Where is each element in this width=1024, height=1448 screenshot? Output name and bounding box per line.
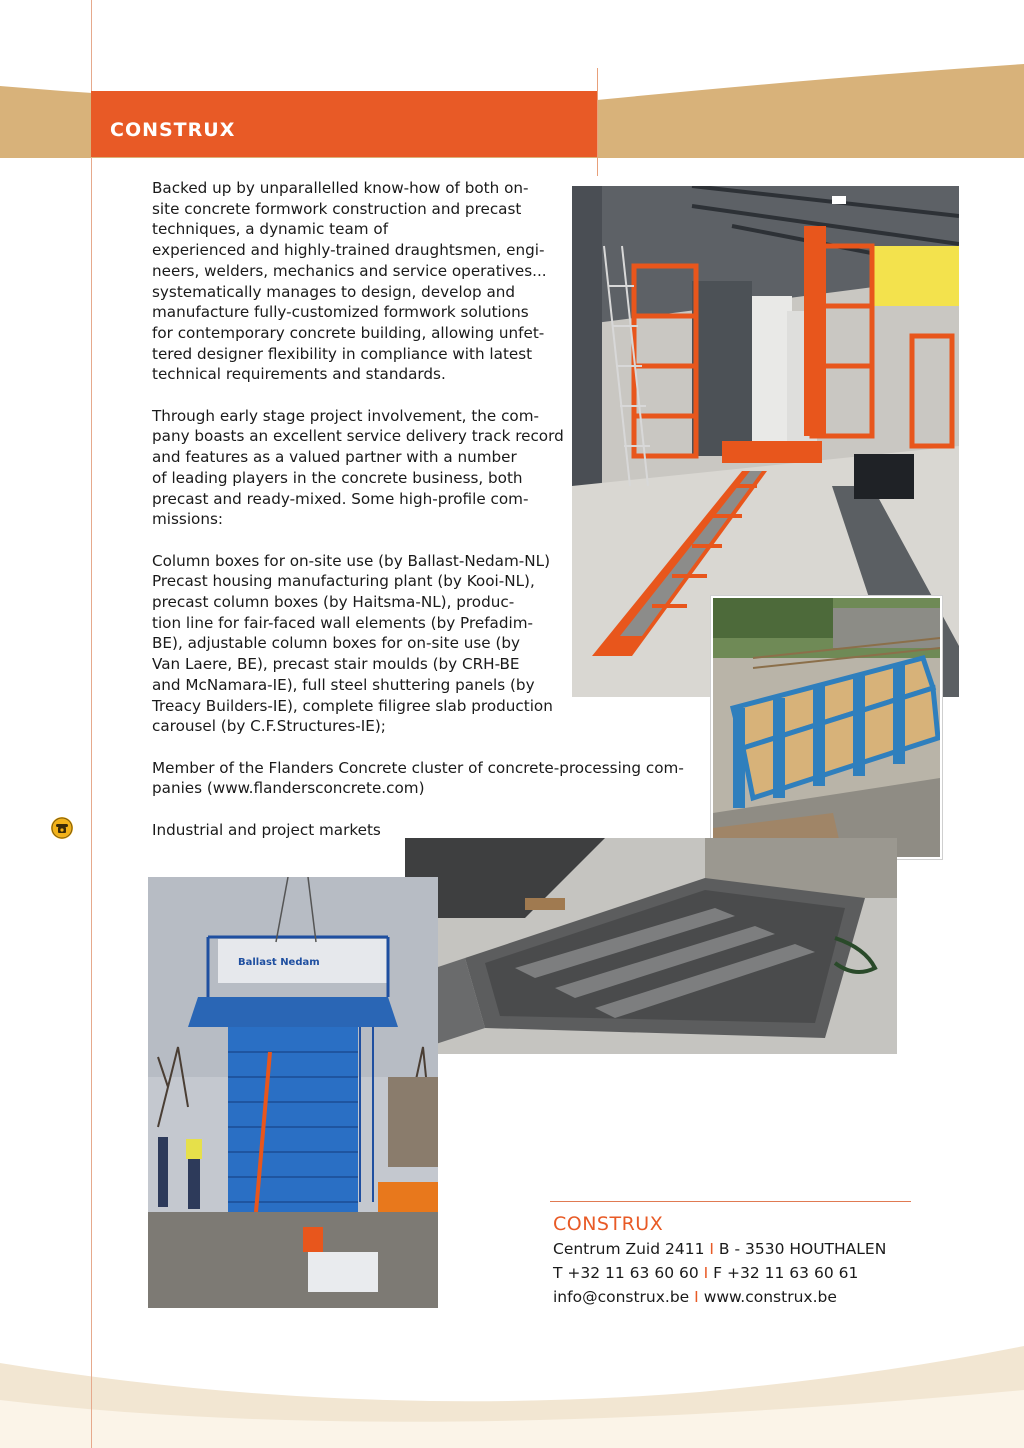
- text-line: Through early stage project involvement, the com-: [152, 406, 539, 425]
- text-line: technical requirements and standards.: [152, 365, 446, 384]
- contact-phone-line: [553, 1264, 858, 1282]
- contact-website[interactable]: www.construx.be: [703, 1288, 837, 1306]
- contact-fax: F +32 11 63 60 61: [713, 1264, 859, 1282]
- text-line: manufacture fully-customized formwork solutions: [152, 303, 529, 322]
- text-line: and features as a valued partner with a number: [152, 448, 517, 467]
- page-title: CONSTRUX: [110, 119, 236, 141]
- contact-divider: [550, 1201, 911, 1202]
- ballast-nedam-sign: Ballast Nedam: [238, 957, 320, 968]
- text-line: systematically manages to design, develop and: [152, 282, 516, 301]
- steel-mould-photo: [405, 838, 897, 1054]
- text-line: Industrial and project markets: [152, 820, 381, 839]
- blue-formwork-photo: [713, 598, 940, 857]
- telephone-icon: [51, 817, 73, 839]
- text-line: precast column boxes (by Haitsma-NL), produc-: [152, 593, 515, 612]
- text-line: tered designer flexibility in compliance with latest: [152, 344, 533, 363]
- column-box-photo: [148, 877, 438, 1308]
- text-line: techniques, a dynamic team of: [152, 220, 389, 239]
- text-line: BE), adjustable column boxes for on-site use (by: [152, 634, 521, 653]
- text-line: Member of the Flanders Concrete cluster of concrete-processing com-: [152, 758, 684, 777]
- text-line: site concrete formwork construction and precast: [152, 199, 522, 218]
- text-line: Column boxes for on-site use (by Ballast-Nedam-NL): [152, 551, 551, 570]
- text-line: Precast housing manufacturing plant (by Kooi-NL),: [152, 572, 535, 591]
- left-margin-line: [91, 0, 92, 1448]
- text-line: precast and ready-mixed. Some high-profile com-: [152, 489, 529, 508]
- separator: I: [694, 1288, 699, 1306]
- text-line: panies (www.flandersconcrete.com): [152, 779, 425, 798]
- text-line: and McNamara-IE), full steel shuttering panels (by: [152, 675, 535, 694]
- contact-address-line: [553, 1240, 886, 1258]
- text-line: pany boasts an excellent service delivery track record: [152, 427, 564, 446]
- separator: I: [709, 1240, 714, 1258]
- header-divider: [597, 68, 598, 176]
- text-line: carousel (by C.F.Structures-IE);: [152, 717, 386, 736]
- contact-address: Centrum Zuid 2411: [553, 1240, 705, 1258]
- text-line: for contemporary concrete building, allowing unfet-: [152, 323, 545, 342]
- text-line: experienced and highly-trained draughtsmen, engi-: [152, 241, 545, 260]
- text-line: Van Laere, BE), precast stair moulds (by CRH-BE: [152, 655, 520, 674]
- text-line: missions:: [152, 510, 224, 529]
- contact-web-line: [553, 1288, 837, 1306]
- text-line: of leading players in the concrete business, both: [152, 468, 523, 487]
- contact-phone: T +32 11 63 60 60: [553, 1264, 699, 1282]
- contact-city: B - 3530 HOUTHALEN: [718, 1240, 887, 1258]
- text-line: neers, welders, mechanics and service operatives...: [152, 261, 547, 280]
- text-line: Treacy Builders-IE), complete filigree slab production: [152, 696, 553, 715]
- contact-email[interactable]: info@construx.be: [553, 1288, 690, 1306]
- separator: I: [703, 1264, 709, 1282]
- text-line: Backed up by unparallelled know-how of both on-: [152, 179, 529, 197]
- contact-company-name: CONSTRUX: [553, 1213, 664, 1235]
- text-line: tion line for fair-faced wall elements (by Prefadim-: [152, 613, 533, 632]
- paragraph-membership: [152, 758, 697, 799]
